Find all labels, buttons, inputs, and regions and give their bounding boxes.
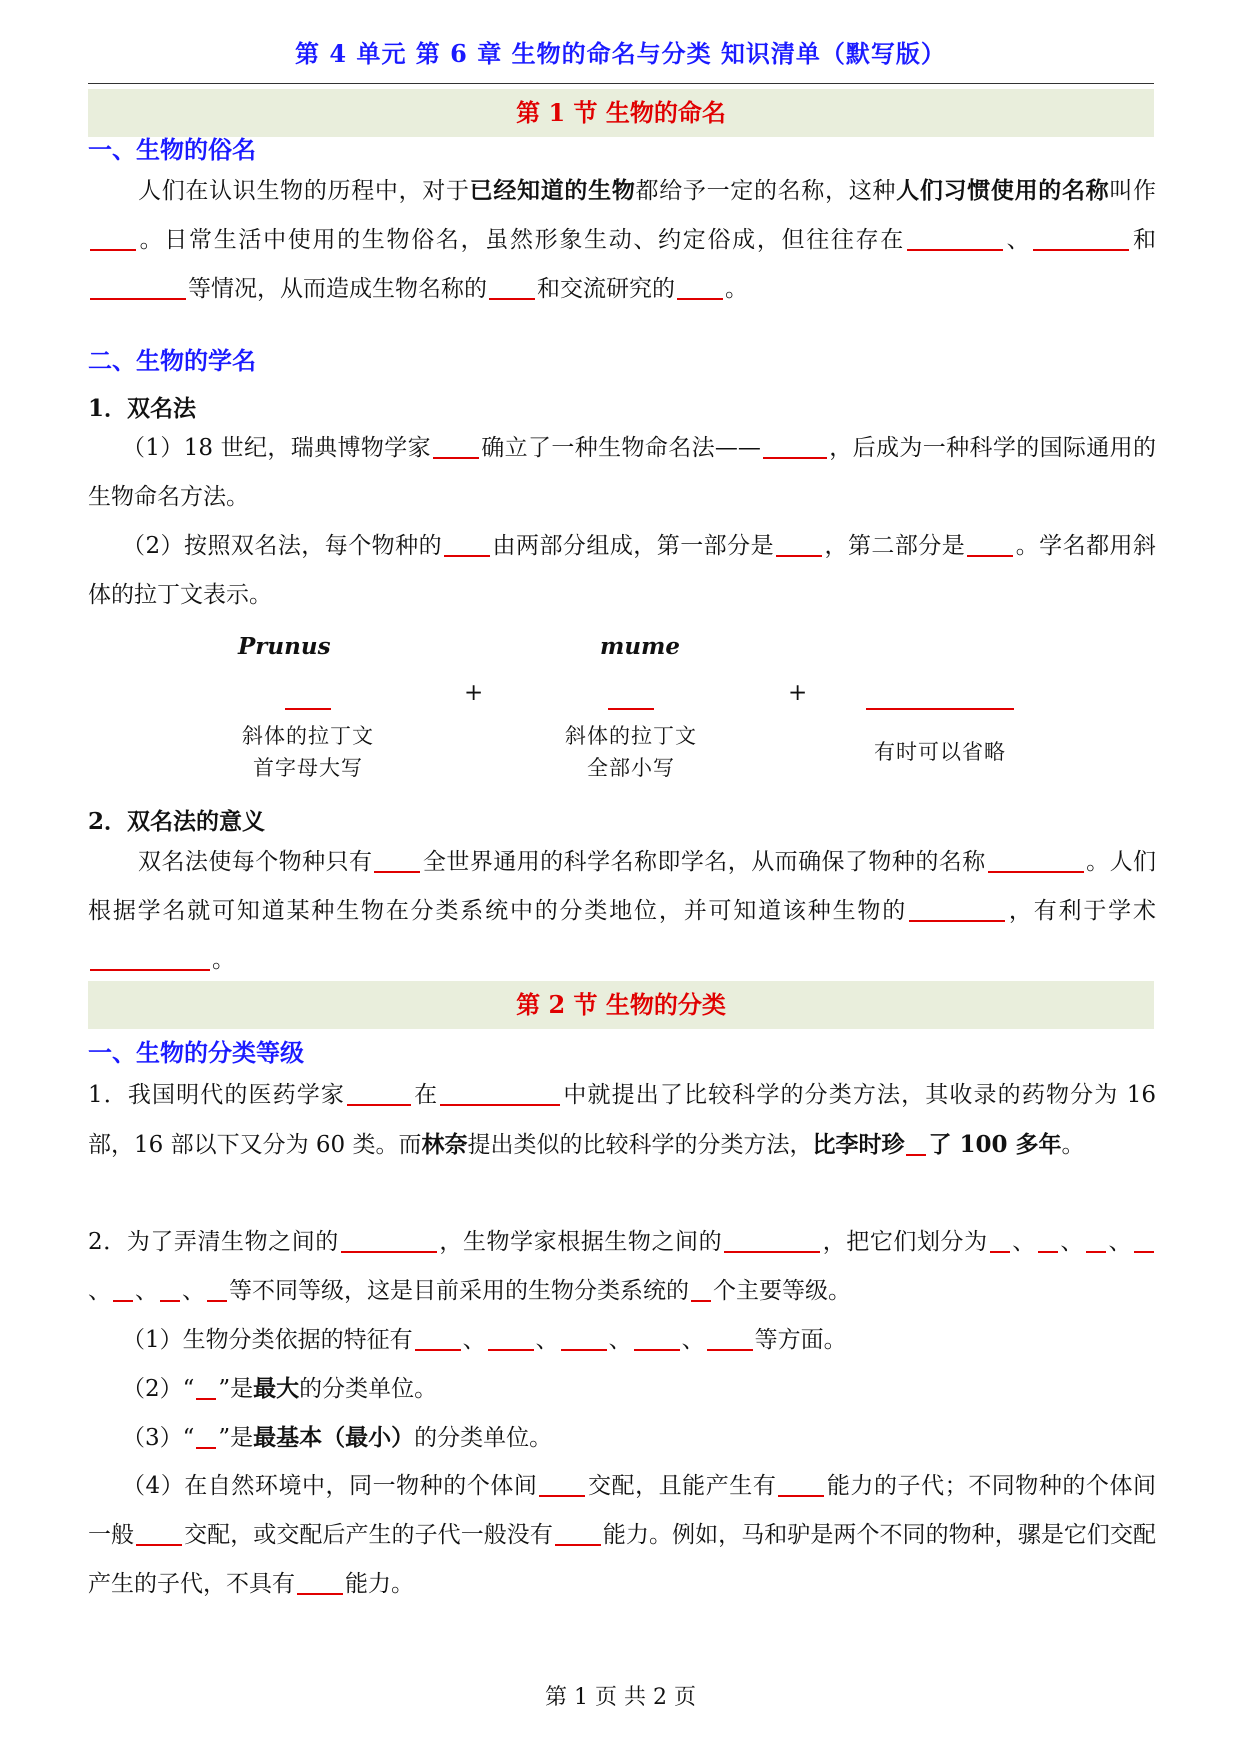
blank [1134,1227,1154,1253]
heading-common-name: 一、生物的俗名 [88,135,256,164]
blank [113,1276,133,1302]
paragraph-species-definition: （4）在自然环境中，同一物种的个体间 交配，且能产生有 能力的子代；不同物种的个体间一般 交配，或交配后产生的子代一般没有 能力。例如，马和驴是两个不同的物种，骡是它们交配产生的子代，不具有 能力。 [88,1462,1156,1609]
heading-taxonomic-ranks: 一、生物的分类等级 [88,1038,304,1067]
plus-sign: + [464,680,484,706]
blank [374,847,420,873]
blank [297,1569,343,1595]
binomial-diagram [88,630,1154,780]
blank [433,433,479,459]
blank-author [866,708,1014,710]
blank [341,1227,437,1253]
blank [444,531,490,557]
header-rule [88,83,1154,84]
blank [677,274,723,300]
blank [440,1080,560,1106]
blank [778,1471,824,1497]
blank [1038,1227,1058,1253]
blank [967,531,1013,557]
blank [488,1325,534,1351]
blank [634,1325,680,1351]
paragraph-largest-unit: （2）“ ”是最大的分类单位。 [122,1375,438,1402]
section-2-title: 第 2 节 生物的分类 [88,981,1154,1029]
blank [196,1423,216,1449]
paragraph-ranks: 2．为了弄清生物之间的 ，生物学家根据生物之间的 ，把它们划分为 、 、 、、 、 、 等不同等级，这是目前采用的生物分类系统的 个主要等级。 [88,1218,1156,1316]
blank [90,274,186,300]
species-example: mume [600,633,681,660]
blank [707,1325,753,1351]
paragraph-binomial-1: （1）18 世纪，瑞典博物学家 确立了一种生物命名法—— ，后成为一种科学的国际通用的生物命名方法。 [88,424,1156,522]
document-title: 第 4 单元 第 6 章 生物的命名与分类 知识清单（默写版） [295,39,946,68]
section-1-title: 第 1 节 生物的命名 [88,89,1154,137]
blank [415,1325,461,1351]
plus-sign: + [788,680,808,706]
species-note: 斜体的拉丁文 全部小写 [565,724,697,780]
blank [539,1471,585,1497]
blank [990,1227,1010,1253]
blank [90,945,210,971]
paragraph-li-shizhen: 1．我国明代的医药学家 在 中就提出了比较科学的分类方法，其收录的药物分为 16 部，16 部以下又分为 60 类。而林奈提出类似的比较科学的分类方法，比李时珍 了 100 多年。 [88,1071,1156,1170]
blank [909,896,1005,922]
heading-scientific-name: 二、生物的学名 [88,346,256,375]
blank [776,531,822,557]
genus-note: 斜体的拉丁文 首字母大写 [242,724,374,780]
genus-example: Prunus [238,633,331,660]
blank [907,225,1003,251]
blank [1086,1227,1106,1253]
heading-binomial: 1．双名法 [88,395,197,422]
blank [763,433,827,459]
blank [136,1520,182,1546]
blank [561,1325,607,1351]
blank [691,1276,711,1302]
blank [347,1080,411,1106]
blank [1033,225,1129,251]
blank [555,1520,601,1546]
paragraph-features: （1）生物分类依据的特征有 、 、 、 、 等方面。 [88,1316,1156,1365]
blank [988,847,1084,873]
blank [489,274,535,300]
paragraph-binomial-2: （2）按照双名法，每个物种的 由两部分组成，第一部分是 ，第二部分是 。学名都用斜体的拉丁文表示。 [88,522,1156,620]
paragraph-binomial-meaning: 双名法使每个物种只有 全世界通用的科学名称即学名，从而确保了物种的名称 。人们根据学名就可知道某种生物在分类系统中的分类地位，并可知道该种生物的 ，有利于学术。 [88,838,1156,985]
blank [906,1130,926,1156]
paragraph-common-name: 人们在认识生物的历程中，对于已经知道的生物都给予一定的名称，这种人们习惯使用的名称叫作。日常生活中使用的生物俗名，虽然形象生动、约定俗成，但往往存在 、 和等情况，从而造成生物名称的 和交流研究的 。 [88,166,1156,314]
author-note: 有时可以省略 [874,740,1006,764]
blank [160,1276,180,1302]
paragraph-basic-unit: （3）“ ”是最基本（最小）的分类单位。 [122,1424,553,1451]
blank-species [608,708,654,710]
blank [207,1276,227,1302]
page-footer: 第 1 页 共 2 页 [545,1685,696,1710]
blank [724,1227,820,1253]
blank [196,1374,216,1400]
heading-binomial-meaning: 2．双名法的意义 [88,808,266,835]
blank-genus [285,708,331,710]
blank [90,225,136,251]
